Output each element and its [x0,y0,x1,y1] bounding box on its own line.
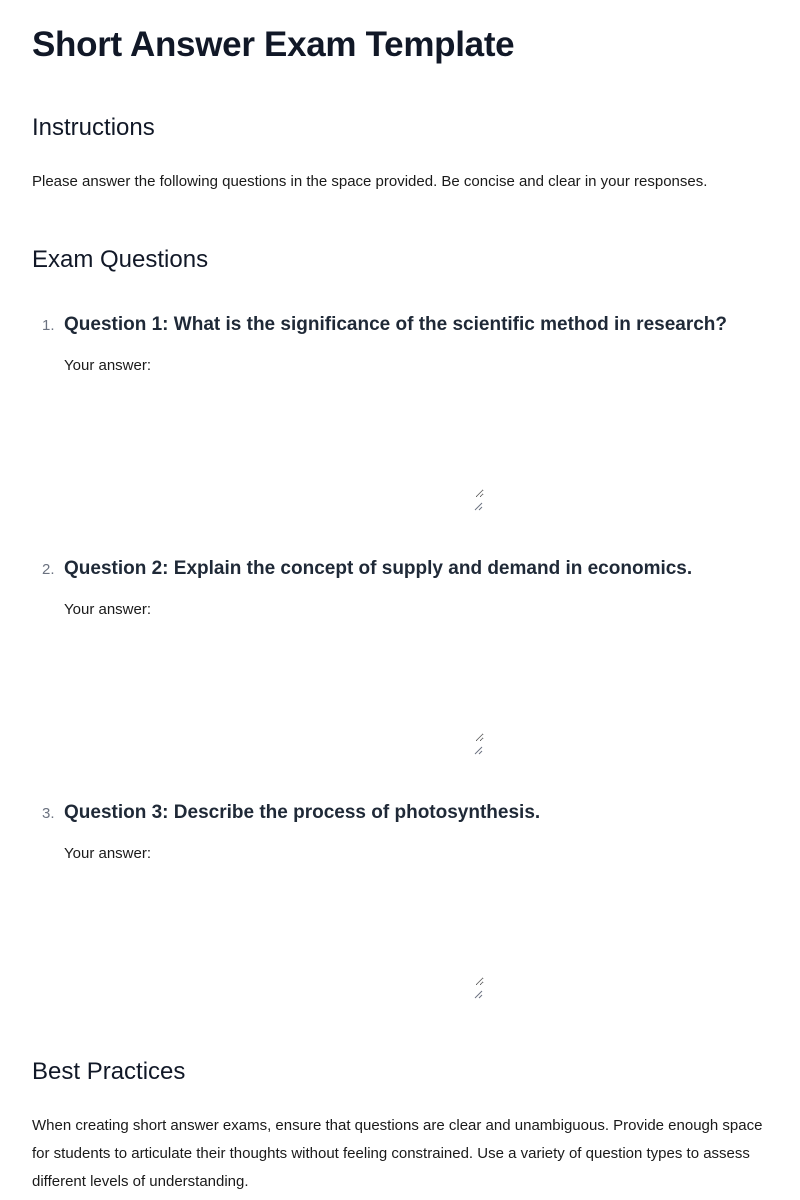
instructions-heading: Instructions [32,114,155,141]
question-text: Question 3: Describe the process of photosynthesis. [64,802,541,823]
question-number: 2. [42,561,55,578]
question-text: Question 2: Explain the concept of supply and demand in economics. [64,558,693,579]
answer-label: Your answer: [64,601,151,618]
page-title: Short Answer Exam Template [32,25,515,64]
answer-label: Your answer: [64,845,151,862]
resize-grip-icon[interactable] [474,502,483,511]
resize-grip-icon[interactable] [474,746,483,755]
answer-label: Your answer: [64,357,151,374]
resize-grip-icon[interactable] [474,990,483,999]
exam-questions-heading: Exam Questions [32,246,209,273]
best-practices-heading: Best Practices [32,1058,186,1085]
best-practices-text: When creating short answer exams, ensure that questions are clear and unambiguous. Provide enough space for students to articulate their thoughts without feeling constrained. Use a variety of question types to assess different levels of understanding. [32,1117,763,1190]
answer-textarea-3[interactable] [64,868,484,986]
answer-textarea-1[interactable] [64,380,484,498]
question-number: 3. [42,805,55,822]
instructions-text: Please answer the following questions in the space provided. Be concise and clear in your responses. [32,173,708,190]
answer-textarea-2[interactable] [64,624,484,742]
question-number: 1. [42,317,55,334]
question-text: Question 1: What is the significance of the scientific method in research? [64,314,728,335]
